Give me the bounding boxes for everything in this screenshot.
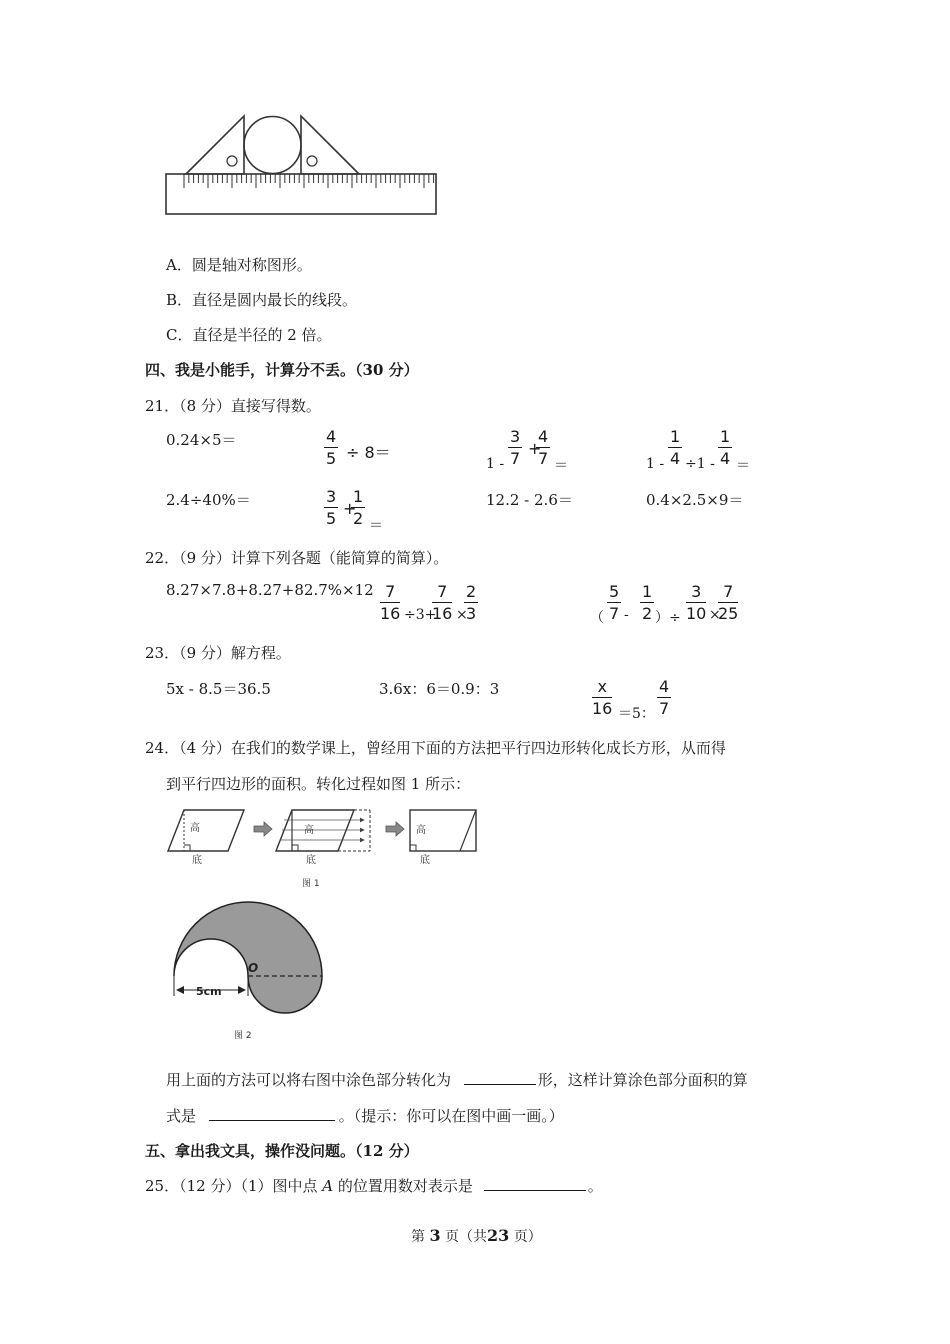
ruler-triangles-circle-figure — [160, 110, 445, 220]
q21-expr-3-equals: ＝ — [554, 458, 568, 474]
q21-expr-3-fraction-2: $\frac{4}{7}$ — [538, 427, 549, 468]
q22-expr-3-close: ）÷ — [655, 610, 681, 626]
q24-answer-line-1 — [166, 1069, 748, 1090]
footer-prefix: 第 — [411, 1229, 425, 1245]
q21-expr-6-plus: + — [343, 499, 357, 518]
q23-expr-3-middle: ＝5： — [618, 706, 655, 722]
q21-expr-4-prefix: 1 - — [646, 456, 665, 472]
q21-expr-3-fraction-1: $\frac{3}{7}$ — [510, 427, 521, 468]
q23-expr-1: 5x - 8.5＝36.5 — [166, 680, 271, 698]
fig1-caption: 图 1 — [302, 879, 320, 889]
fig1-base-label-1: 底 — [192, 855, 202, 866]
q24-blank-shape[interactable] — [464, 1084, 536, 1085]
q25-blank-coordinates[interactable] — [484, 1190, 586, 1191]
footer-middle: 页（共 — [445, 1229, 488, 1245]
parallelogram-transformation-figure — [164, 802, 484, 894]
q24-stem-line-2: 到平行四边形的面积。转化过程如图 1 所示： — [166, 775, 471, 793]
q25-stem-prefix: 25．（12 分）（1）图中点 — [145, 1177, 318, 1195]
q21-expr-2-fraction: $\frac{4}{5}$ — [326, 427, 337, 468]
q24-answer-1-suffix: 形，这样计算涂色部分面积的算 — [537, 1071, 748, 1089]
q21-expr-4-fraction-2: $\frac{1}{4}$ — [720, 427, 731, 468]
q25-stem-suffix: 的位置用数对表示是 — [337, 1177, 473, 1195]
q21-expr-3-plus: + — [528, 439, 542, 458]
q21-expr-5: 2.4÷40%＝ — [166, 491, 251, 509]
q21-expr-8: 0.4×2.5×9＝ — [646, 491, 744, 509]
shaded-area-figure — [164, 896, 334, 1044]
footer-total-pages: 23 — [487, 1226, 510, 1245]
q22-stem: 22．（9 分）计算下列各题（能简算的简算）。 — [145, 549, 449, 567]
fig1-height-label-3: 高 — [416, 825, 426, 836]
q24-answer-2-suffix: 。（提示：你可以在图中画一画。） — [338, 1107, 564, 1125]
q23-stem: 23．（9 分）解方程。 — [145, 644, 291, 662]
q25-end: 。 — [587, 1177, 603, 1195]
q22-expr-3-fraction-4: $\frac{7}{25}$ — [718, 582, 739, 623]
q21-expr-6-equals: ＝ — [369, 518, 383, 534]
q25-stem — [145, 1175, 603, 1196]
page-footer — [411, 1226, 542, 1246]
q25-point-label: A — [322, 1177, 334, 1195]
fig2-length-label: 5cm — [196, 985, 222, 998]
q23-expr-3-fraction-2: $\frac{4}{7}$ — [659, 677, 670, 718]
footer-suffix: 页） — [513, 1229, 542, 1245]
q22-expr-1: 8.27×7.8+8.27+82.7%×12 — [166, 581, 374, 599]
q21-expr-6-fraction-2: $\frac{1}{2}$ — [353, 487, 364, 528]
q21-stem: 21．（8 分）直接写得数。 — [145, 397, 321, 415]
q22-expr-3-fraction-3: $\frac{3}{10}$ — [686, 582, 707, 623]
q24-answer-1-prefix: 用上面的方法可以将右图中涂色部分转化为 — [166, 1071, 452, 1089]
q22-expr-2-fraction-1: $\frac{7}{16}$ — [380, 582, 401, 623]
q21-expr-1: 0.24×5＝ — [166, 431, 237, 449]
fig1-height-label-2: 高 — [304, 825, 314, 836]
q22-expr-3-minus: - — [624, 607, 629, 623]
q21-expr-3-prefix: 1 - — [486, 456, 505, 472]
q22-expr-2-fraction-2: $\frac{7}{16}$ — [432, 582, 453, 623]
q21-expr-2-tail: ÷ 8＝ — [346, 443, 391, 462]
q21-expr-7: 12.2 - 2.6＝ — [486, 491, 573, 509]
q22-expr-3-fraction-1: $\frac{5}{7}$ — [609, 582, 620, 623]
q24-blank-formula[interactable] — [209, 1120, 335, 1121]
q23-expr-2: 3.6x：6＝0.9：3 — [379, 680, 500, 698]
q22-expr-3-times: × — [709, 607, 721, 623]
fig1-base-label-3: 底 — [420, 855, 430, 866]
q23-expr-3-fraction-1: $\frac{x}{16}$ — [592, 677, 613, 718]
q24-answer-line-2 — [166, 1105, 564, 1126]
section-5-title: 五、拿出我文具，操作没问题。（12 分） — [145, 1142, 419, 1160]
q22-expr-2-fraction-3: $\frac{2}{3}$ — [466, 582, 477, 623]
q21-expr-4-equals: ＝ — [736, 458, 750, 474]
option-c: C．直径是半径的 2 倍。 — [166, 326, 332, 344]
q24-stem-line-1: 24．（4 分）在我们的数学课上，曾经用下面的方法把平行四边形转化成长方形，从而得 — [145, 739, 726, 757]
fig2-center-label: O — [248, 961, 259, 975]
q21-expr-4-middle: ÷1 - — [685, 456, 715, 472]
fig1-height-label-1: 高 — [190, 823, 200, 834]
q21-expr-6-fraction-1: $\frac{3}{5}$ — [326, 487, 337, 528]
option-b: B．直径是圆内最长的线段。 — [166, 291, 358, 309]
q22-expr-3-open: （ — [590, 610, 604, 626]
fig1-base-label-2: 底 — [306, 855, 316, 866]
section-4-title: 四、我是小能手，计算分不丢。（30 分） — [145, 361, 419, 379]
option-a: A．圆是轴对称图形。 — [166, 256, 312, 274]
q21-expr-4-fraction-1: $\frac{1}{4}$ — [670, 427, 681, 468]
q24-answer-2-prefix: 式是 — [166, 1107, 197, 1125]
footer-page-number: 3 — [429, 1226, 441, 1245]
q22-expr-3-fraction-2: $\frac{1}{2}$ — [642, 582, 653, 623]
q22-expr-2-op-2: × — [456, 607, 468, 623]
fig2-caption: 图 2 — [234, 1031, 252, 1041]
q22-expr-2-op-1: ÷3+ — [404, 607, 437, 623]
